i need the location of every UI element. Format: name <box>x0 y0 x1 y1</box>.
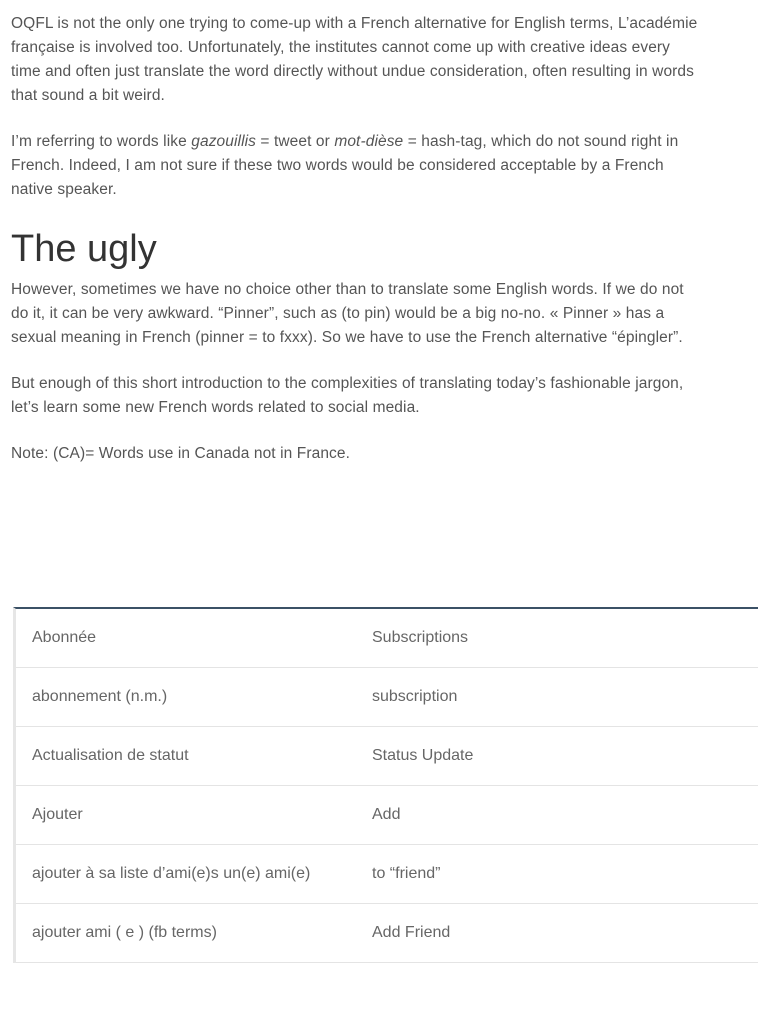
text-line: However, sometimes we have no choice other than to translate some English words. If we do not <box>11 281 684 298</box>
french-term-cell: ajouter à sa liste d’ami(e)s un(e) ami(e) <box>16 845 356 904</box>
french-term-cell: Ajouter <box>16 786 356 845</box>
text-line: time and often just translate the word directly without undue consideration, often resulting in words <box>11 63 695 80</box>
paragraph-ugly <box>11 278 768 350</box>
text-fragment: I’m referring to words like <box>11 133 192 150</box>
french-term-cell: abonnement (n.m.) <box>16 668 356 727</box>
term-mot-diese: mot-dièse <box>334 133 404 150</box>
note-text: Note: (CA)= Words use in Canada not in France. <box>11 445 351 462</box>
text-line: that sound a bit weird. <box>11 87 165 104</box>
text-line: française is involved too. Unfortunately, the institutes cannot come up with creative ideas every <box>11 39 671 56</box>
french-term-cell: ajouter ami ( e ) (fb terms) <box>16 904 356 963</box>
term-gazouillis: gazouillis <box>191 133 257 150</box>
vocabulary-table-grid <box>16 609 758 963</box>
text-line: But enough of this short introduction to the complexities of translating today’s fashionable jargon, <box>11 375 684 392</box>
text-line: OQFL is not the only one trying to come-up with a French alternative for English terms, L’académie <box>11 15 698 32</box>
text-line <box>11 130 768 154</box>
text-fragment: = hash-tag, which do not sound right in <box>403 133 679 150</box>
section-heading: The ugly <box>11 228 157 270</box>
text-fragment: = tweet or <box>256 133 335 150</box>
english-term-cell: Add <box>356 786 758 845</box>
french-term-cell: Actualisation de statut <box>16 727 356 786</box>
text-line: French. Indeed, I am not sure if these two words would be considered acceptable by a French <box>11 157 664 174</box>
english-term-cell: to “friend” <box>356 845 758 904</box>
paragraph-examples <box>11 130 768 202</box>
table-row <box>16 845 758 904</box>
text-line: sexual meaning in French (pinner = to fxxx). So we have to use the French alternative “épingler”. <box>11 329 683 346</box>
table-row <box>16 609 758 668</box>
vocabulary-table <box>13 607 758 963</box>
text-line: native speaker. <box>11 181 117 198</box>
english-term-cell: Subscriptions <box>356 609 758 668</box>
text-line: do it, it can be very awkward. “Pinner”, such as (to pin) would be a big no-no. « Pinner » has a <box>11 305 665 322</box>
paragraph-oqfl <box>11 12 768 108</box>
table-row <box>16 727 758 786</box>
table-row <box>16 904 758 963</box>
french-term-cell: Abonnée <box>16 609 356 668</box>
text-line: let’s learn some new French words related to social media. <box>11 399 420 416</box>
article-body <box>11 12 768 488</box>
english-term-cell: Add Friend <box>356 904 758 963</box>
paragraph-intro-end <box>11 372 768 420</box>
english-term-cell: subscription <box>356 668 758 727</box>
english-term-cell: Status Update <box>356 727 758 786</box>
table-row <box>16 786 758 845</box>
table-row <box>16 668 758 727</box>
